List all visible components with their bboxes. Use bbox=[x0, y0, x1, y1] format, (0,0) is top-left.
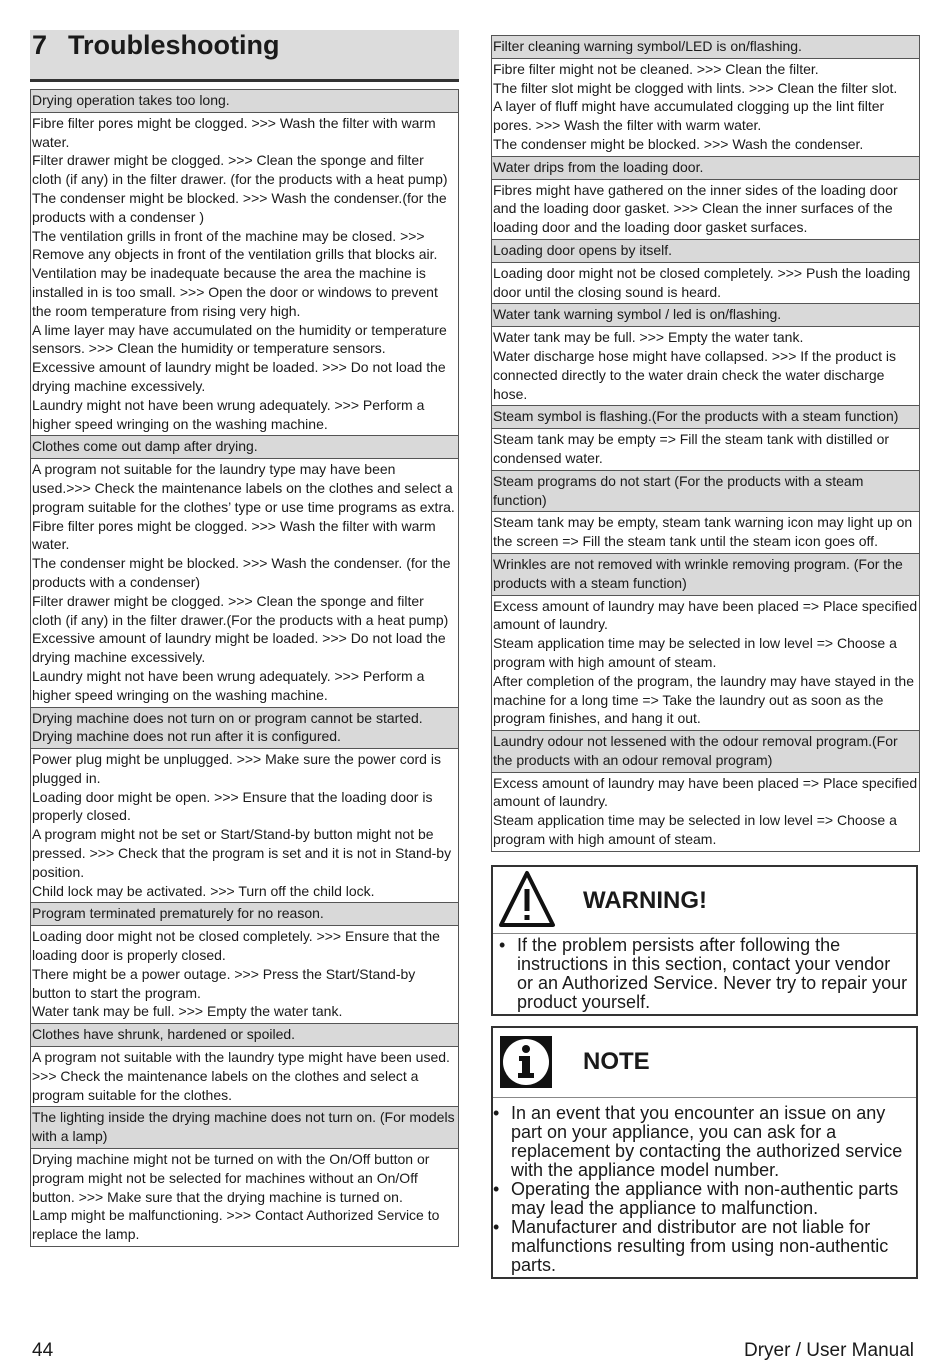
solution-row bbox=[31, 926, 459, 1024]
warning-item bbox=[499, 936, 910, 1012]
section-title: Troubleshooting bbox=[68, 30, 280, 60]
solution-text: Lamp might be malfunctioning. >>> Contact Authorized Service to replace the lamp. bbox=[32, 1207, 440, 1243]
note-item bbox=[493, 1180, 910, 1218]
problem-row bbox=[31, 707, 459, 749]
troubleshooting-table-right bbox=[491, 35, 920, 852]
note-header bbox=[493, 1028, 916, 1098]
problem-row bbox=[31, 436, 459, 459]
solution-text: Drying machine might not be turned on with the On/Off button or program might not be selected for machines without an On/Off button. >>> Make sure that the drying machine is turned on. bbox=[32, 1151, 430, 1205]
solution-cell bbox=[492, 595, 920, 731]
problem-text: Clothes have shrunk, hardened or spoiled. bbox=[32, 1026, 296, 1043]
problem-text: Water tank warning symbol / led is on/flashing. bbox=[493, 306, 782, 323]
problem-cell bbox=[492, 304, 920, 327]
problem-text: Loading door opens by itself. bbox=[493, 241, 673, 258]
solution-text: Loading door might be open. >>> Ensure that the loading door is properly closed. bbox=[32, 788, 433, 824]
solution-text: Ventilation may be inadequate because the area the machine is installed in is too small. >>> Open the door or windows to prevent the room temperature from rising very high. bbox=[32, 265, 438, 319]
bullet-icon: • bbox=[493, 1102, 500, 1123]
solution-text: Child lock may be activated. >>> Turn off the child lock. bbox=[32, 882, 375, 899]
solution-text: Filter drawer might be clogged. >>> Clean the sponge and filter cloth (if any) in the filter drawer. (for the products with a heat pump) bbox=[32, 152, 448, 188]
solution-row bbox=[492, 429, 920, 471]
problem-text: Drying machine does not turn on or program cannot be started. Drying machine does not run after it is configured. bbox=[32, 709, 423, 745]
problem-cell bbox=[31, 90, 459, 113]
solution-text: A lime layer may have accumulated on the humidity or temperature sensors. >>> Clean the humidity or temperature sensors. bbox=[32, 321, 447, 357]
problem-cell bbox=[492, 36, 920, 59]
problem-row bbox=[492, 731, 920, 773]
solution-text: Loading door might not be closed completely. >>> Push the loading door until the closing sound is heard. bbox=[493, 264, 911, 300]
solution-row bbox=[492, 327, 920, 406]
note-text: Operating the appliance with non-authentic parts may lead the appliance to malfunction. bbox=[511, 1178, 899, 1218]
solution-cell bbox=[31, 926, 459, 1024]
solution-text: Fibre filter pores might be clogged. >>> Wash the filter with warm water. bbox=[32, 517, 436, 553]
solution-text: Power plug might be unplugged. >>> Make sure the power cord is plugged in. bbox=[32, 751, 441, 786]
solution-text: A program not suitable for the laundry type may have been used.>>> Check the maintenance labels on the clothes and select a program suitable for the clothes’ type or use time programs as extra. bbox=[32, 461, 455, 515]
solution-text: Steam tank may be empty => Fill the steam tank with distilled or condensed water. bbox=[493, 431, 890, 466]
problem-text: Water drips from the loading door. bbox=[493, 158, 704, 175]
note-item bbox=[493, 1104, 910, 1180]
problem-text: Program terminated prematurely for no reason. bbox=[32, 905, 324, 922]
problem-row bbox=[31, 903, 459, 926]
solution-row bbox=[492, 595, 920, 731]
solution-cell bbox=[492, 58, 920, 156]
solution-text: The condenser might be blocked. >>> Wash the condenser. (for the products with a condenser) bbox=[32, 555, 451, 590]
solution-text: The filter slot might be clogged with lints. >>> Clean the filter slot. bbox=[493, 79, 898, 96]
problem-cell bbox=[31, 1107, 459, 1149]
problem-cell bbox=[31, 903, 459, 926]
solution-text: Laundry might not have been wrung adequately. >>> Perform a higher speed wringing on the washing machine. bbox=[32, 396, 425, 432]
solution-text: Steam application time may be selected in low level => Choose a program with high amount of steam. bbox=[493, 635, 897, 670]
problem-row bbox=[31, 1024, 459, 1047]
note-text: In an event that you encounter an issue on any part on your appliance, you can ask for a replacement by contacting the authorized service with the appliance model number. bbox=[511, 1102, 903, 1180]
solution-row bbox=[31, 112, 459, 436]
solution-cell bbox=[492, 512, 920, 554]
solution-text: Water tank may be full. >>> Empty the water tank. bbox=[493, 329, 804, 346]
solution-text: Steam application time may be selected in low level => Choose a program with high amount of steam. bbox=[493, 812, 897, 848]
problem-cell bbox=[31, 707, 459, 749]
bullet-icon: • bbox=[499, 934, 506, 955]
solution-row bbox=[492, 58, 920, 156]
note-item bbox=[493, 1218, 910, 1275]
solution-text: The ventilation grills in front of the machine may be closed. >>> Remove any objects in front of the ventilation grills that blocks air. bbox=[32, 227, 438, 263]
solution-row bbox=[31, 1047, 459, 1107]
problem-text: Clothes come out damp after drying. bbox=[32, 438, 258, 455]
solution-row bbox=[492, 772, 920, 851]
solution-text: Water discharge hose might have collapsed. >>> If the product is connected directly to the water drain check the water discharge hose. bbox=[493, 347, 896, 402]
problem-text: The lighting inside the drying machine does not turn on. (For models with a lamp) bbox=[32, 1109, 455, 1145]
solution-text: Loading door might not be closed completely. >>> Ensure that the loading door is properly closed. bbox=[32, 928, 440, 964]
problem-cell bbox=[492, 156, 920, 179]
solution-cell bbox=[31, 1149, 459, 1247]
solution-cell bbox=[31, 1047, 459, 1107]
section-heading bbox=[30, 30, 459, 82]
problem-row bbox=[492, 406, 920, 429]
problem-cell bbox=[492, 553, 920, 595]
solution-text: Water tank may be full. >>> Empty the water tank. bbox=[32, 1003, 343, 1020]
warning-text: If the problem persists after following the instructions in this section, contact your vendor or an Authorized Service. Never try to repair your product yourself. bbox=[517, 934, 908, 1012]
warning-title: WARNING! bbox=[583, 886, 707, 914]
solution-text: A program might not be set or Start/Stand-by button might not be pressed. >>> Check that the program is set and it is not in Stand-by position. bbox=[32, 826, 452, 880]
solution-text: After completion of the program, the laundry may have stayed in the machine for a long time => Take the laundry out as soon as the program finishes, and hang it out. bbox=[493, 672, 915, 727]
problem-cell bbox=[492, 470, 920, 512]
solution-row bbox=[492, 179, 920, 239]
problem-row bbox=[492, 553, 920, 595]
solution-cell bbox=[492, 179, 920, 239]
solution-cell bbox=[31, 459, 459, 707]
solution-text: Excessive amount of laundry might be loaded. >>> Do not load the drying machine excessively. bbox=[32, 630, 446, 666]
solution-text: Laundry might not have been wrung adequately. >>> Perform a higher speed wringing on the washing machine. bbox=[32, 667, 425, 703]
solution-cell bbox=[31, 112, 459, 436]
right-column bbox=[491, 35, 920, 1279]
problem-text: Drying operation takes too long. bbox=[32, 92, 230, 108]
note-box bbox=[491, 1026, 918, 1279]
problem-cell bbox=[492, 239, 920, 262]
problem-cell bbox=[31, 1024, 459, 1047]
problem-text: Filter cleaning warning symbol/LED is on/flashing. bbox=[493, 38, 802, 54]
solution-cell bbox=[492, 772, 920, 851]
warning-triangle-icon bbox=[498, 869, 556, 929]
problem-cell bbox=[31, 436, 459, 459]
bullet-icon: • bbox=[493, 1178, 500, 1199]
solution-row bbox=[492, 512, 920, 554]
solution-text: Filter drawer might be clogged. >>> Clean the sponge and filter cloth (if any) in the filter drawer.(For the products with a heat pump) bbox=[32, 592, 449, 628]
solution-cell bbox=[492, 262, 920, 304]
solution-row bbox=[492, 262, 920, 304]
solution-row bbox=[31, 1149, 459, 1247]
solution-text: The condenser might be blocked. >>> Wash the condenser. bbox=[493, 135, 864, 152]
solution-text: A layer of fluff might have accumulated clogging up the lint filter pores. >>> Wash the filter with warm water. bbox=[493, 98, 885, 134]
solution-text: Fibre filter might not be cleaned. >>> Clean the filter. bbox=[493, 60, 819, 77]
problem-text: Wrinkles are not removed with wrinkle removing program. (For the products with a steam function) bbox=[493, 555, 903, 591]
solution-text: Excess amount of laundry may have been placed => Place specified amount of laundry. bbox=[493, 597, 918, 633]
warning-body bbox=[493, 934, 916, 1014]
solution-text: Fibres might have gathered on the inner sides of the loading door and the loading door gasket. >>> Clean the inner surfaces of the loading door and the loading door gasket surfaces. bbox=[493, 181, 898, 236]
problem-row bbox=[31, 1107, 459, 1149]
solution-text: Excessive amount of laundry might be loaded. >>> Do not load the drying machine excessively. bbox=[32, 359, 446, 394]
solution-row bbox=[31, 459, 459, 707]
note-title: NOTE bbox=[583, 1047, 650, 1075]
solution-cell bbox=[492, 429, 920, 471]
solution-cell bbox=[492, 327, 920, 406]
problem-text: Steam symbol is flashing.(For the products with a steam function) bbox=[493, 408, 899, 425]
solution-cell bbox=[31, 749, 459, 903]
solution-text: Steam tank may be empty, steam tank warning icon may light up on the screen => Fill the steam tank until the steam icon goes off. bbox=[493, 514, 913, 550]
page-number: 44 bbox=[32, 1340, 54, 1361]
solution-text: A program not suitable with the laundry type might have been used. >>> Check the maintenance labels on the clothes and select a program suitable for the clothes. bbox=[32, 1049, 450, 1103]
solution-text: The condenser might be blocked. >>> Wash the condenser.(for the products with a condenser ) bbox=[32, 189, 447, 225]
solution-row bbox=[31, 749, 459, 903]
solution-text: Fibre filter pores might be clogged. >>> Wash the filter with warm water. bbox=[32, 114, 436, 150]
problem-text: Steam programs do not start (For the products with a steam function) bbox=[493, 472, 864, 508]
info-icon bbox=[499, 1035, 553, 1089]
section-number: 7 bbox=[32, 30, 48, 60]
note-body bbox=[493, 1098, 916, 1277]
problem-row bbox=[492, 36, 920, 59]
note-text: Manufacturer and distributor are not liable for malfunctions resulting from using non-authentic parts. bbox=[511, 1216, 889, 1275]
problem-cell bbox=[492, 406, 920, 429]
problem-row bbox=[492, 239, 920, 262]
warning-box bbox=[491, 865, 918, 1016]
solution-text: Excess amount of laundry may have been placed => Place specified amount of laundry. bbox=[493, 774, 918, 810]
problem-cell bbox=[492, 731, 920, 773]
solution-text: There might be a power outage. >>> Press the Start/Stand-by button to start the program. bbox=[32, 965, 416, 1001]
troubleshooting-table-left bbox=[30, 89, 459, 1247]
problem-row bbox=[492, 156, 920, 179]
bullet-icon: • bbox=[493, 1216, 500, 1237]
problem-row bbox=[31, 90, 459, 113]
problem-text: Laundry odour not lessened with the odour removal program.(For the products with an odour removal program) bbox=[493, 733, 898, 768]
problem-row bbox=[492, 304, 920, 327]
footer-doc-title: Dryer / User Manual bbox=[744, 1340, 914, 1361]
warning-header bbox=[493, 867, 916, 934]
problem-row bbox=[492, 470, 920, 512]
left-column bbox=[30, 30, 459, 1247]
